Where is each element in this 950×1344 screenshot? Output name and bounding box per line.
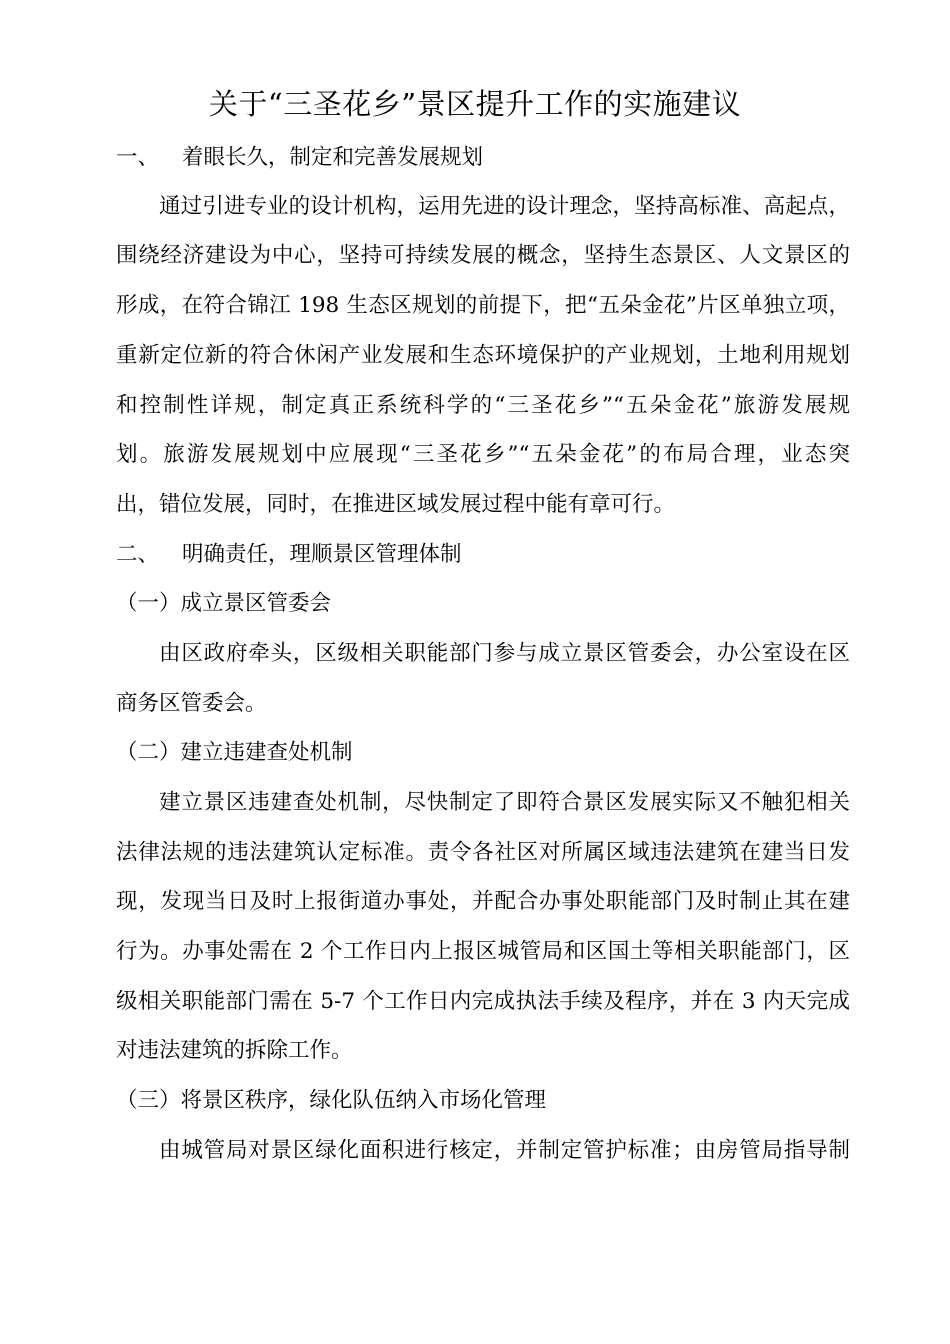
section-1-line: 和控制性详规，制定真正系统科学的“三圣花乡”“五朵金花”旅游发展规 xyxy=(116,393,850,418)
subsection-2-line: 建立景区违建查处机制，尽快制定了即符合景区发展实际又不触犯相关 xyxy=(159,790,850,815)
section-1-heading xyxy=(116,143,483,173)
subsection-3-line: 由城管局对景区绿化面积进行核定，并制定管护标准；由房管局指导制 xyxy=(159,1138,850,1163)
section-1-title: 着眼长久，制定和完善发展规划 xyxy=(182,145,484,170)
section-2-title: 明确责任，理顺景区管理体制 xyxy=(182,542,462,567)
section-1-line: 围绕经济建设为中心，坚持可持续发展的概念，坚持生态景区、人文景区的 xyxy=(116,243,850,268)
subsection-1-line: 由区政府牵头，区级相关职能部门参与成立景区管委会，办公室设在区 xyxy=(159,641,850,666)
subsection-3-heading: （三）将景区秩序，绿化队伍纳入市场化管理 xyxy=(116,1088,547,1113)
section-1-line: 通过引进专业的设计机构，运用先进的设计理念，坚持高标准、高起点， xyxy=(159,194,850,219)
section-1-line: 出，错位发展，同时，在推进区域发展过程中能有章可行。 xyxy=(116,492,676,517)
section-1-line: 形成，在符合锦江 198 生态区规划的前提下，把“五朵金花”片区单独立项， xyxy=(116,293,850,318)
subsection-2-line: 行为。办事处需在 2 个工作日内上报区城管局和区国土等相关职能部门，区 xyxy=(116,939,850,964)
section-1-line: 划。旅游发展规划中应展现“三圣花乡”“五朵金花”的布局合理，业态突 xyxy=(116,442,850,467)
section-1-number: 一、 xyxy=(116,145,160,170)
subsection-1-heading: （一）成立景区管委会 xyxy=(116,591,332,616)
subsection-2-line: 对违法建筑的拆除工作。 xyxy=(116,1038,353,1063)
subsection-2-line: 级相关职能部门需在 5-7 个工作日内完成执法手续及程序，并在 3 内天完成 xyxy=(116,989,850,1014)
document-title: 关于“三圣花乡”景区提升工作的实施建议 xyxy=(208,87,742,121)
subsection-2-line: 法律法规的违法建筑认定标准。责令各社区对所属区域违法建筑在建当日发 xyxy=(116,840,850,865)
subsection-2-line: 现，发现当日及时上报街道办事处，并配合办事处职能部门及时制止其在建 xyxy=(116,889,850,914)
section-1-line: 重新定位新的符合休闲产业发展和生态环境保护的产业规划，土地利用规划 xyxy=(116,343,850,368)
subsection-1-line: 商务区管委会。 xyxy=(116,691,267,716)
section-2-heading xyxy=(116,540,462,570)
section-2-number: 二、 xyxy=(116,542,160,567)
subsection-2-heading: （二）建立违建查处机制 xyxy=(116,740,353,765)
